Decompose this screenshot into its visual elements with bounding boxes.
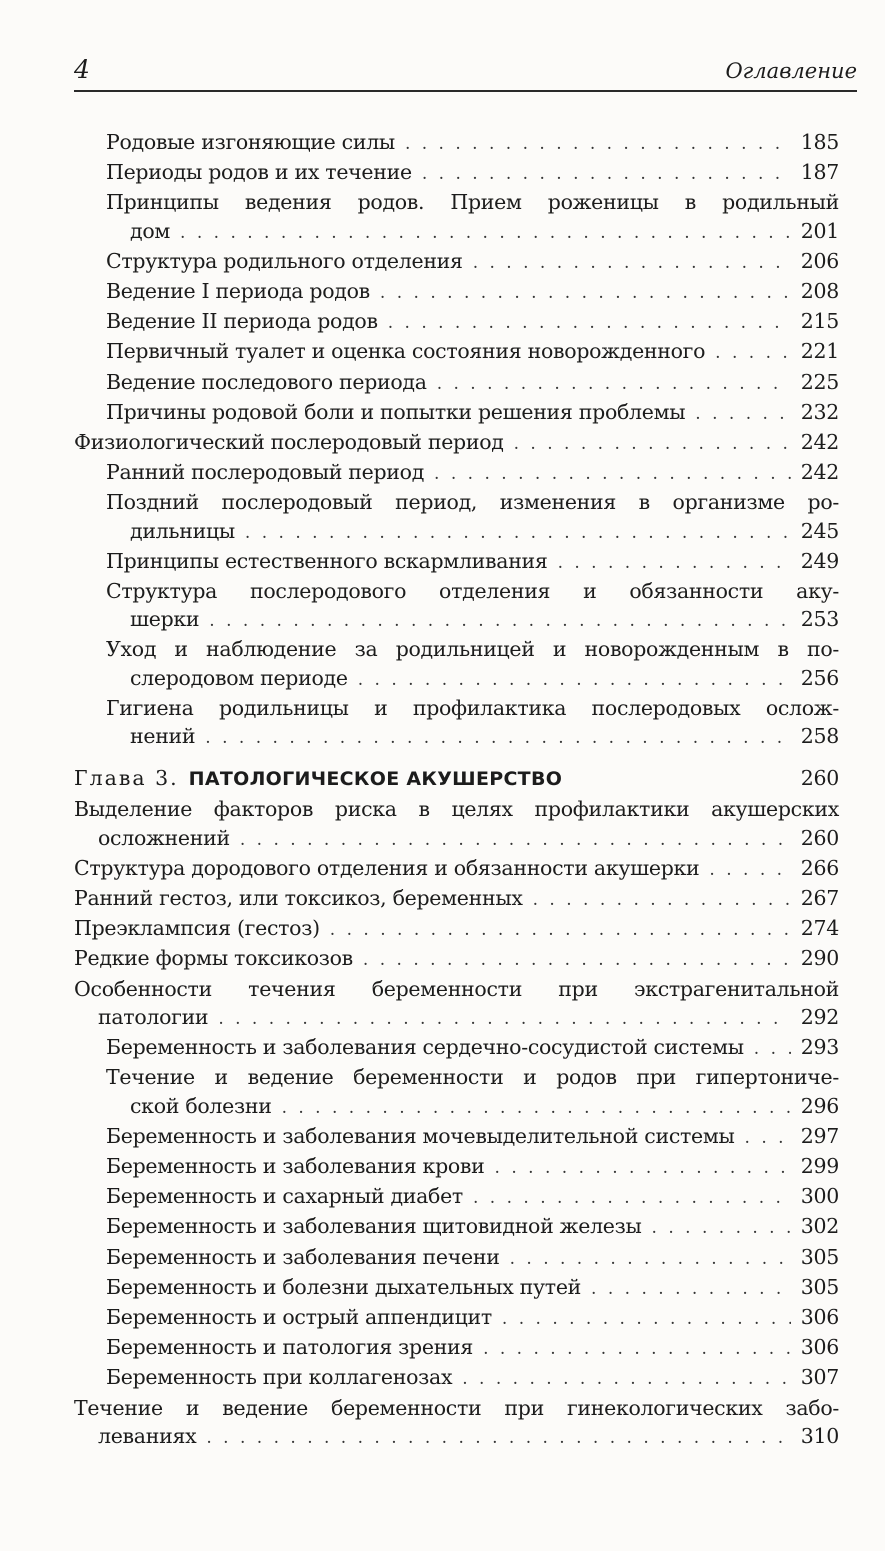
- toc-entry-text: Ведение I периода родов: [106, 279, 370, 304]
- toc-entry: [74, 1033, 839, 1063]
- toc-entry: [74, 368, 839, 398]
- toc-entry-text: Выделение факторов риска в целях профилактики акушерских: [74, 797, 839, 822]
- toc-page-number: 306: [800, 1304, 839, 1329]
- toc-entry: [74, 854, 839, 884]
- toc-entry: [74, 488, 839, 546]
- dot-leader: [180, 219, 791, 247]
- toc-page-number: 300: [800, 1184, 839, 1209]
- dot-leader: [388, 309, 791, 337]
- toc-entry: [74, 188, 839, 246]
- dot-leader: [715, 339, 791, 367]
- toc-page-number: 258: [800, 724, 839, 749]
- toc-page-number: 249: [800, 548, 839, 573]
- toc-entry-text: Гигиена родильницы и профилактика послеродовых ослож-: [106, 695, 839, 720]
- toc-entry: [74, 1212, 839, 1242]
- dot-leader: [205, 724, 791, 752]
- toc-entry-text: дильницы: [130, 518, 235, 543]
- toc-page-number: 225: [800, 369, 839, 394]
- toc-entry-text: Поздний послеродовый период, изменения в организме ро-: [106, 490, 839, 515]
- toc-entry-text: Ведение II периода родов: [106, 309, 378, 334]
- dot-leader: [473, 1184, 791, 1212]
- dot-leader: [745, 1124, 791, 1152]
- toc-entry: [74, 1063, 839, 1121]
- toc-entry-text: Беременность и заболевания крови: [106, 1153, 485, 1178]
- toc-page-number: 245: [800, 518, 839, 543]
- dot-leader: [462, 1365, 791, 1393]
- toc-page-number: 302: [800, 1214, 839, 1239]
- toc-entry: [74, 1303, 839, 1333]
- toc-entry: [74, 1333, 839, 1363]
- toc-page-number: 305: [800, 1274, 839, 1299]
- toc-entry-text: дом: [130, 218, 171, 243]
- chapter-title: ПАТОЛОГИЧЕСКОЕ АКУШЕРСТВО: [188, 768, 563, 791]
- toc-page-number: 206: [800, 248, 839, 273]
- toc-entry-text: осложнений: [98, 825, 230, 850]
- toc-entry: [74, 1182, 839, 1212]
- dot-leader: [591, 1275, 791, 1303]
- toc-entry-text: Беременность и заболевания сердечно-сосудистой системы: [106, 1035, 744, 1060]
- toc-entry-text: Принципы ведения родов. Прием роженицы в родильный: [106, 190, 839, 215]
- toc-entry-text: Принципы естественного вскармливания: [106, 548, 548, 573]
- toc-entry-text: патологии: [98, 1004, 209, 1029]
- toc-entry: [74, 1243, 839, 1273]
- toc-entry: [74, 1273, 839, 1303]
- toc-entry-text: Первичный туалет и оценка состояния новорожденного: [106, 339, 706, 364]
- toc-page-number: 221: [800, 339, 839, 364]
- toc-entry-text: Причины родовой боли и попытки решения проблемы: [106, 399, 686, 424]
- toc-chapter-heading: [74, 764, 839, 793]
- toc-entry-text: Беременность при коллагенозах: [106, 1365, 453, 1390]
- toc-entry-text: Особенности течения беременности при экстрагенитальной: [74, 976, 839, 1001]
- dot-leader: [363, 946, 791, 974]
- dot-leader: [380, 279, 791, 307]
- toc-page-number: 292: [800, 1004, 839, 1029]
- toc-entry-text: Беременность и патология зрения: [106, 1335, 474, 1360]
- toc-entry-text: Редкие формы токсикозов: [74, 946, 353, 971]
- toc-page-number: 293: [800, 1035, 839, 1060]
- toc-entry: [74, 1394, 839, 1452]
- toc-page-number: 310: [800, 1423, 839, 1448]
- toc-page-number: 187: [800, 160, 839, 185]
- toc-entry-text: ской болезни: [130, 1093, 272, 1118]
- toc-entry: [74, 1363, 839, 1393]
- dot-leader: [437, 370, 791, 398]
- toc-entry-text: Уход и наблюдение за родильницей и новорожденным в по-: [106, 637, 839, 662]
- toc-entry: [74, 398, 839, 428]
- toc-page-number: 307: [800, 1365, 839, 1390]
- dot-leader: [434, 460, 791, 488]
- toc-page-number: 260: [800, 766, 839, 791]
- toc-entry-text: Структура послеродового отделения и обязанности аку-: [106, 579, 839, 604]
- toc-entry-text: Периоды родов и их течение: [106, 160, 412, 185]
- toc-entry: [74, 635, 839, 693]
- toc-entry: [74, 914, 839, 944]
- toc-entry-text: слеродовом периоде: [130, 665, 348, 690]
- toc-entry: [74, 795, 839, 853]
- chapter-prefix: Глава 3.: [74, 766, 179, 791]
- toc-page-number: 208: [800, 279, 839, 304]
- dot-leader: [695, 400, 791, 428]
- toc-entry: [74, 1122, 839, 1152]
- dot-leader: [473, 249, 791, 277]
- dot-leader: [483, 1335, 791, 1363]
- toc-page-number: 260: [800, 825, 839, 850]
- dot-leader: [218, 1005, 791, 1033]
- toc-entry-text: леваниях: [98, 1423, 197, 1448]
- toc-entry-text: Структура дородового отделения и обязанности акушерки: [74, 855, 700, 880]
- toc-entry-text: Течение и ведение беременности при гинекологических забо-: [74, 1395, 839, 1420]
- toc-entry-text: Ранний послеродовый период: [106, 460, 425, 485]
- toc-entry: [74, 547, 839, 577]
- toc-entry: [74, 247, 839, 277]
- dot-leader: [206, 1424, 791, 1452]
- dot-leader: [282, 1094, 791, 1122]
- dot-leader: [240, 826, 791, 854]
- dot-leader: [209, 607, 791, 635]
- dot-leader: [245, 519, 791, 547]
- dot-leader: [652, 1214, 791, 1242]
- toc-entry-text: Беременность и заболевания печени: [106, 1244, 500, 1269]
- toc-page-number: 296: [800, 1093, 839, 1118]
- dot-leader: [514, 430, 791, 458]
- chapter-label: [74, 764, 562, 793]
- toc-entry-text: Беременность и заболевания щитовидной железы: [106, 1214, 642, 1239]
- dot-leader: [510, 1245, 791, 1273]
- toc-entry: [74, 577, 839, 635]
- toc-entry: [74, 944, 839, 974]
- dot-leader: [754, 1035, 791, 1063]
- toc-page-number: 267: [800, 886, 839, 911]
- dot-leader: [358, 666, 791, 694]
- toc-entry-text: Беременность и болезни дыхательных путей: [106, 1274, 582, 1299]
- toc-page-number: 290: [800, 946, 839, 971]
- toc-entry-text: Течение и ведение беременности и родов при гипертониче-: [106, 1065, 839, 1090]
- toc-entry-text: Структура родильного отделения: [106, 248, 463, 273]
- running-title: Оглавление: [725, 59, 857, 83]
- dot-leader: [330, 916, 791, 944]
- toc-entry-text: Ранний гестоз, или токсикоз, беременных: [74, 886, 523, 911]
- dot-leader: [533, 886, 791, 914]
- toc-page-number: 242: [800, 460, 839, 485]
- toc-entry-text: Родовые изгоняющие силы: [106, 130, 395, 154]
- toc-entry-text: нений: [130, 724, 196, 749]
- dot-leader: [709, 856, 791, 884]
- toc-page-number: 305: [800, 1244, 839, 1269]
- toc-entry-text: Беременность и сахарный диабет: [106, 1184, 463, 1209]
- toc-entry-text: Физиологический послеродовый период: [74, 430, 504, 455]
- dot-leader: [495, 1154, 791, 1182]
- page-number: 4: [74, 55, 90, 84]
- toc-entry: [74, 128, 839, 158]
- dot-leader: [502, 1305, 791, 1333]
- toc-entry-text: Ведение последового периода: [106, 369, 427, 394]
- toc-entry-text: Преэклампсия (гестоз): [74, 916, 320, 941]
- dot-leader: [422, 160, 791, 188]
- toc-page-number: 201: [800, 218, 839, 243]
- toc-entry: [74, 307, 839, 337]
- toc-entry: [74, 337, 839, 367]
- toc-page-number: 266: [800, 855, 839, 880]
- toc-entry: [74, 975, 839, 1033]
- toc-page-number: 274: [800, 916, 839, 941]
- toc-page-number: 185: [800, 130, 839, 154]
- toc-page-number: 215: [800, 309, 839, 334]
- dot-leader: [405, 130, 791, 158]
- table-of-contents: [74, 128, 839, 1452]
- toc-entry-text: Беременность и острый аппендицит: [106, 1304, 492, 1329]
- toc-entry: [74, 158, 839, 188]
- toc-page-number: 242: [800, 430, 839, 455]
- toc-entry: [74, 1152, 839, 1182]
- toc-page-number: 306: [800, 1335, 839, 1360]
- toc-entry: [74, 694, 839, 752]
- toc-page-number: 299: [800, 1153, 839, 1178]
- toc-entry: [74, 277, 839, 307]
- running-header: [74, 56, 857, 92]
- toc-entry: [74, 458, 839, 488]
- toc-entry: [74, 884, 839, 914]
- toc-page-number: 297: [800, 1123, 839, 1148]
- toc-page-number: 232: [800, 399, 839, 424]
- toc-entry-text: шерки: [130, 607, 200, 632]
- dot-leader: [558, 549, 791, 577]
- toc-entry-text: Беременность и заболевания мочевыделительной системы: [106, 1123, 735, 1148]
- toc-page-number: 253: [800, 607, 839, 632]
- toc-page-number: 256: [800, 665, 839, 690]
- toc-entry: [74, 428, 839, 458]
